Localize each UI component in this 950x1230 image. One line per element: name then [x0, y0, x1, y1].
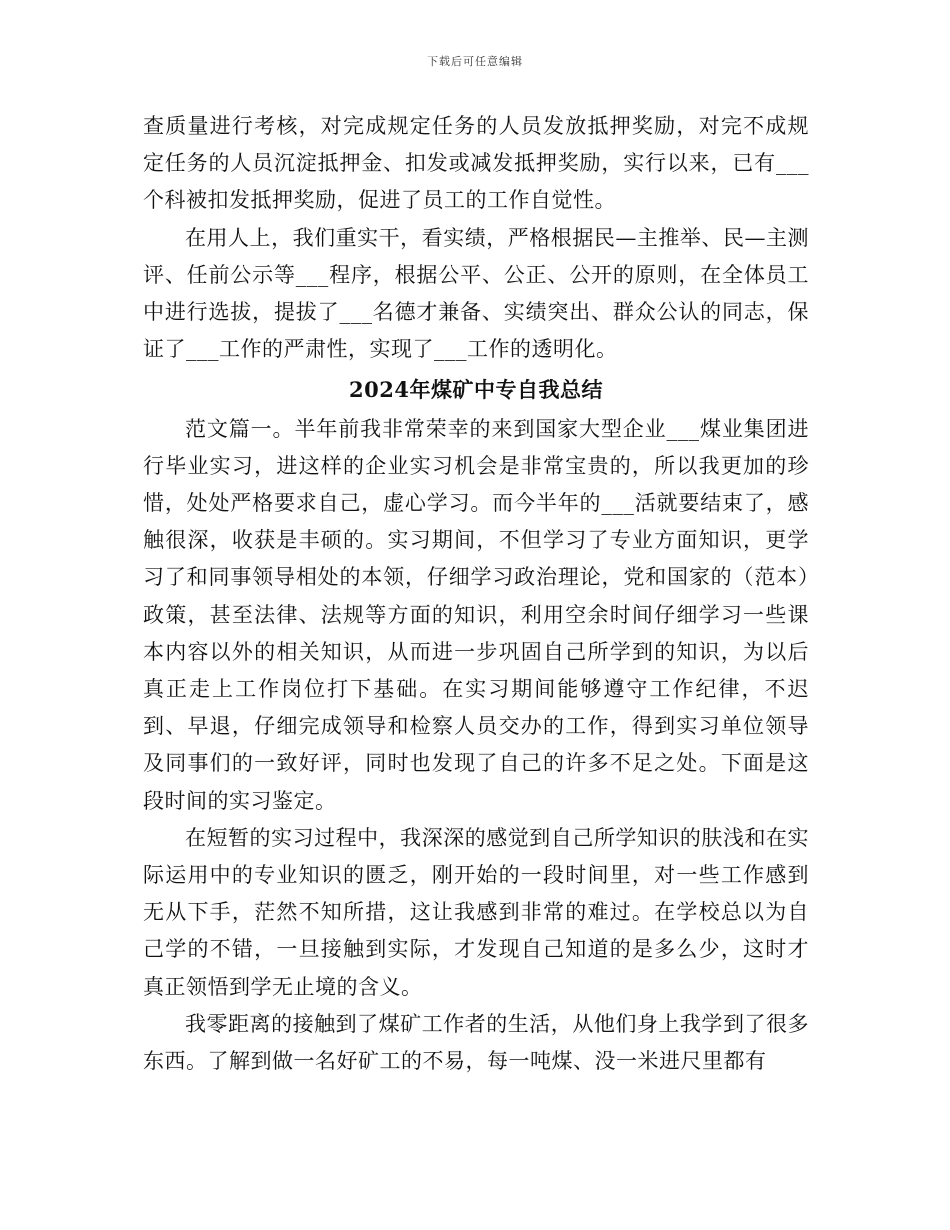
- document-body: [143, 108, 809, 1080]
- paragraph-internship-reflection: 在短暂的实习过程中，我深深的感觉到自己所学知识的肤浅和在实际运用中的专业知识的匮乏，刚开始的一段时间里，对一些工作感到无从下手，茫然不知所措，这让我感到非常的难过。在学校总以为自己学的不错，一旦接触到实际，才发现自己知道的是多么少，这时才真正领悟到学无止境的含义。: [143, 825, 809, 999]
- paragraph-miner-life: 我零距离的接触到了煤矿工作者的生活，从他们身上我学到了很多东西。了解到做一名好矿工的不易，每一吨煤、没一米进尺里都有: [143, 1011, 809, 1074]
- section-title: 2024年煤矿中专自我总结: [349, 377, 603, 403]
- paragraph-sample-one: 范文篇一。半年前我非常荣幸的来到国家大型企业___煤业集团进行毕业实习，进这样的企业实习机会是非常宝贵的，所以我更加的珍惜，处处严格要求自己，虚心学习。而今半年的___活就要结束了，感触很深，收获是丰硕的。实习期间，不但学习了专业方面知识，更学习了和同事领导相处的本领，仔细学习政治理论，党和国家的（范本）政策，甚至法律、法规等方面的知识，利用空余时间仔细学习一些课本内容以外的相关知识，从而进一步巩固自己所学到的知识，为以后真正走上工作岗位打下基础。在实习期间能够遵守工作纪律，不迟到、早退，仔细完成领导和检察人员交办的工作，得到实习单位领导及同事们的一致好评，同时也发现了自己的许多不足之处。下面是这段时间的实习鉴定。: [143, 416, 809, 813]
- paragraph-personnel: 在用人上，我们重实干，看实绩，严格根据民—主推举、民—主测评、任前公示等___程序，根据公平、公正、公开的原则，在全体员工中进行选拔，提拔了___名德才兼备、实绩突出、群众公认的同志，保证了___工作的严肃性，实现了___工作的透明化。: [143, 225, 809, 362]
- paragraph-continuation: 查质量进行考核，对完成规定任务的人员发放抵押奖励，对完不成规定任务的人员沉淀抵押金、扣发或减发抵押奖励，实行以来，已有___个科被扣发抵押奖励，促进了员工的工作自觉性。: [143, 114, 809, 213]
- page-header: 下载后可任意编辑: [427, 55, 523, 68]
